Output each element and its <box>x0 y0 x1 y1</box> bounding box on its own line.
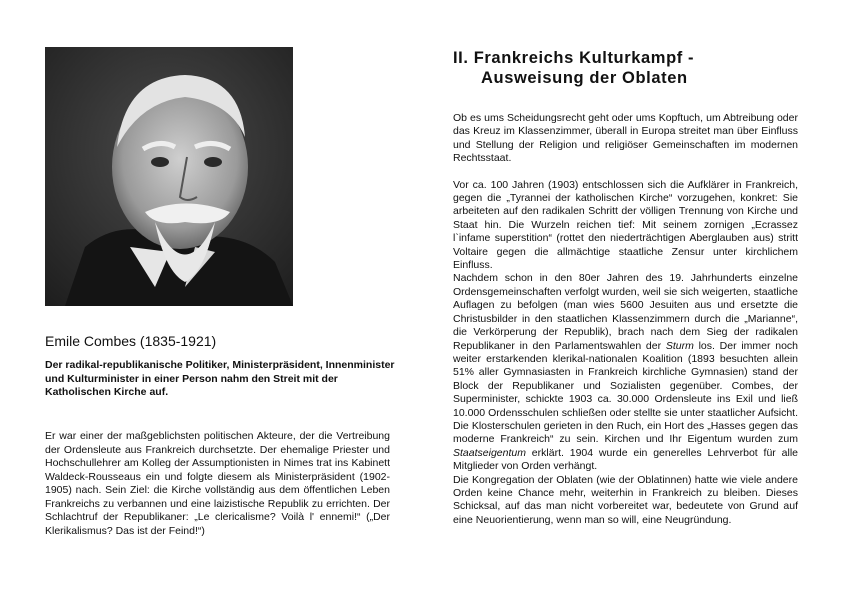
title-line-2: Ausweisung der Oblaten <box>481 69 688 87</box>
paragraph-1: Vor ca. 100 Jahren (1903) entschlossen sich die Aufklärer in Frankreich, gegen die „Tyrannei der katholischen Kirche“ vorzugehen, konkret: Sie arbeiteten auf den radikalen Schritt der völligen Trennung von Kirche und Staat hin. Die Wurzeln reichen tief: Mit seinem zornigen „Ecrassez l`infame superstition“ (rottet den niederträchtigen Aberglauben aus) stritt Voltaire gegen die allmächtige staatliche Zensur unter kirchlichem Einfluss. <box>453 178 798 272</box>
paragraph-3: Die Kongregation der Oblaten (wie der Oblatinnen) hatte wie viele andere Orden keine Chance mehr, weiterhin in Frankreich zu bleiben. Dieses Schicksal, auf das man nicht vorbereitet war, bedeutete von Grund auf eine Neuorientierung, wenn man so will, eine Neugründung. <box>453 473 798 526</box>
portrait-photo <box>45 47 293 306</box>
lead-text: Der radikal-republikanische Politiker, Ministerpräsident, Innenminister und Kulturminister in einer Person nahm den Streit mit der Katholischen Kirche auf. <box>45 359 395 398</box>
paragraph-2: Nachdem schon in den 80er Jahren des 19. Jahrhunderts einzelne Ordensgemeinschaften verfolgt wurden, weil sie sich weigerten, staatliche Auflagen zu befolgen (man wies 5600 Jesuiten aus und ersetzte die Christusbilder in den staatlichen Klassenzimmern durch die „Marianne“, die Verkörperung der Republik), brach nach dem Sieg der radikalen Republikaner in den Parlamentswahlen der Sturm los. Der immer noch weiter erstarkenden klerikal-nationalen Koalition (1893 besuchten allein 51% aller Gymnasiasten in Frankreich kirchliche Gymnasien) stand der Block der Republikaner und Sozialisten gegenüber. Combes, der Superminister, schickte 1903 ca. 30.000 Ordensleute ins Exil und ließ 10.000 Ordensschulen schließen oder stellte sie unter staatlicher Aufsicht. Die Klosterschulen gerieten in den Ruch, ein Hort des „Hasses gegen das moderne Frankreich“ zu sein. Kirchen und Ihr Eigentum wurden zum Staatseigentum erklärt. 1904 wurde ein generelles Lehrverbot für alle Mitglieder von Orden verhängt. <box>453 272 798 473</box>
biography-text: Er war einer der maßgeblichsten politischen Akteure, der die Vertreibung der Ordensleute aus Frankreich durchsetzte. Der ehemalige Priester und Hochschullehrer am Kolleg der Assumptionisten in Nimes trat ins Kabinett Waldeck-Rousseaus ein und folgte diesem als Ministerpräsident (1902- 1905) nach. Sein Ziel: die Kirche vollständig aus dem öffentlichen Leben Frankreichs zu verbannen und eine laizistische Republik zu errichten. Der Schlachtruf der Republikaner: „Le clericalisme? Voilà l' ennemi!“ („Der Klerikalismus? Das ist der Feind!“) <box>45 430 390 537</box>
photo-caption: Emile Combes (1835-1921) <box>45 333 217 349</box>
article-body <box>453 112 798 527</box>
title-line-1: II. Frankreichs Kulturkampf - <box>453 49 695 67</box>
page-title <box>453 48 783 88</box>
portrait-image <box>45 47 293 306</box>
intro-paragraph: Ob es ums Scheidungsrecht geht oder ums Kopftuch, um Abtreibung oder das Kreuz im Klassenzimmer, überall in Europa streitet man über Einfluss und Stellung der Religion und religiöser Gemeinschaften im modernen Rechtsstaat. <box>453 112 798 165</box>
